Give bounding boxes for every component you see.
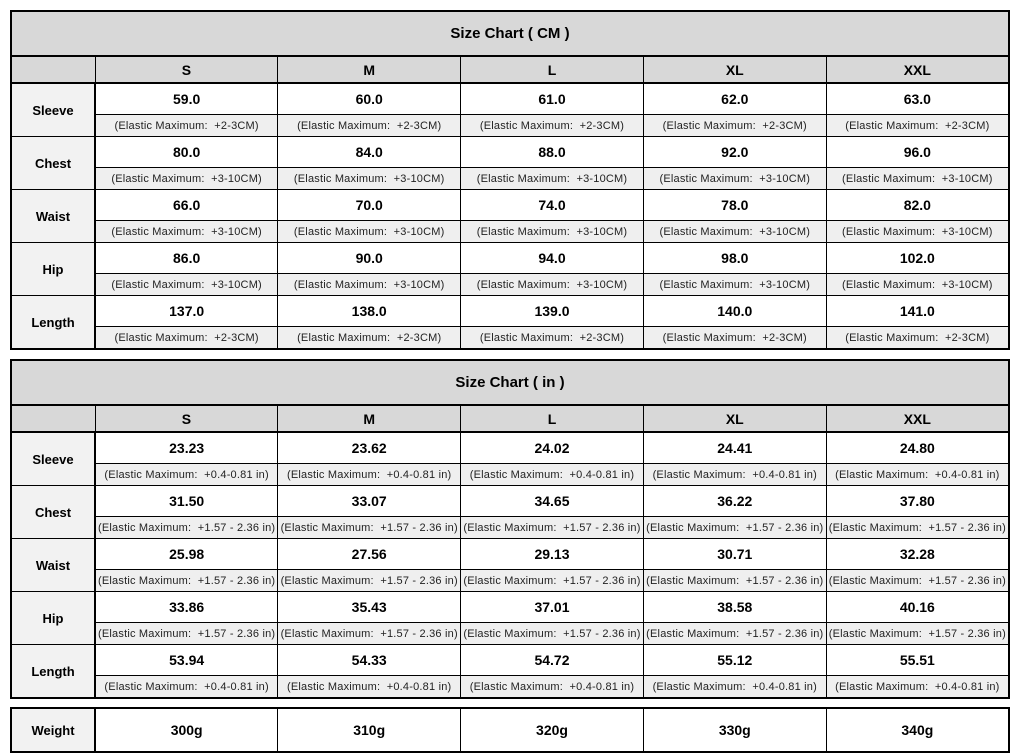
size-value-cell: 61.0 xyxy=(461,83,644,115)
weight-value-cell: 320g xyxy=(461,708,644,752)
size-value-cell: 32.28 xyxy=(826,539,1009,570)
table-row-note xyxy=(11,464,1009,486)
table-row-note xyxy=(11,115,1009,137)
elastic-note: (Elastic Maximum: +1.57 - 2.36 in) xyxy=(461,570,644,592)
row-label-chest: Chest xyxy=(11,486,95,539)
size-col-header-xxl: XXL xyxy=(826,56,1009,83)
size-value-cell: 102.0 xyxy=(826,243,1009,274)
elastic-note: (Elastic Maximum: +1.57 - 2.36 in) xyxy=(278,570,461,592)
elastic-note: (Elastic Maximum: +2-3CM) xyxy=(643,115,826,137)
weight-value-cell: 310g xyxy=(278,708,461,752)
weight-value-cell: 330g xyxy=(643,708,826,752)
size-chart-cm-table xyxy=(10,10,1010,350)
table-row xyxy=(11,190,1009,221)
size-value-cell: 63.0 xyxy=(826,83,1009,115)
size-value-cell: 25.98 xyxy=(95,539,278,570)
elastic-note: (Elastic Maximum: +1.57 - 2.36 in) xyxy=(643,517,826,539)
elastic-note: (Elastic Maximum: +2-3CM) xyxy=(278,327,461,350)
size-col-header-xl: XL xyxy=(643,56,826,83)
size-value-cell: 90.0 xyxy=(278,243,461,274)
size-value-cell: 140.0 xyxy=(643,296,826,327)
corner-cell xyxy=(11,56,95,83)
table-title-row xyxy=(11,11,1009,56)
elastic-note: (Elastic Maximum: +1.57 - 2.36 in) xyxy=(95,570,278,592)
elastic-note: (Elastic Maximum: +3-10CM) xyxy=(95,221,278,243)
elastic-note: (Elastic Maximum: +1.57 - 2.36 in) xyxy=(95,623,278,645)
size-chart-in-table xyxy=(10,359,1010,699)
weight-value-cell: 300g xyxy=(95,708,278,752)
elastic-note: (Elastic Maximum: +1.57 - 2.36 in) xyxy=(643,570,826,592)
size-col-header-m: M xyxy=(278,405,461,432)
size-col-header-xxl: XXL xyxy=(826,405,1009,432)
row-label-waist: Waist xyxy=(11,539,95,592)
elastic-note: (Elastic Maximum: +1.57 - 2.36 in) xyxy=(461,517,644,539)
elastic-note: (Elastic Maximum: +3-10CM) xyxy=(826,168,1009,190)
elastic-note: (Elastic Maximum: +0.4-0.81 in) xyxy=(95,464,278,486)
size-value-cell: 35.43 xyxy=(278,592,461,623)
size-header-row xyxy=(11,56,1009,83)
elastic-note: (Elastic Maximum: +1.57 - 2.36 in) xyxy=(461,623,644,645)
elastic-note: (Elastic Maximum: +3-10CM) xyxy=(278,168,461,190)
table-row-note xyxy=(11,676,1009,699)
elastic-note: (Elastic Maximum: +1.57 - 2.36 in) xyxy=(826,517,1009,539)
size-col-header-m: M xyxy=(278,56,461,83)
size-value-cell: 94.0 xyxy=(461,243,644,274)
elastic-note: (Elastic Maximum: +2-3CM) xyxy=(643,327,826,350)
elastic-note: (Elastic Maximum: +0.4-0.81 in) xyxy=(826,464,1009,486)
size-value-cell: 23.62 xyxy=(278,432,461,464)
table-title-row xyxy=(11,360,1009,405)
size-value-cell: 54.33 xyxy=(278,645,461,676)
size-value-cell: 33.07 xyxy=(278,486,461,517)
elastic-note: (Elastic Maximum: +3-10CM) xyxy=(826,274,1009,296)
size-value-cell: 37.01 xyxy=(461,592,644,623)
table-row-note xyxy=(11,327,1009,350)
row-label-waist: Waist xyxy=(11,190,95,243)
size-header-row xyxy=(11,405,1009,432)
size-value-cell: 138.0 xyxy=(278,296,461,327)
table-row xyxy=(11,708,1009,752)
size-value-cell: 86.0 xyxy=(95,243,278,274)
table-row-note xyxy=(11,274,1009,296)
elastic-note: (Elastic Maximum: +1.57 - 2.36 in) xyxy=(826,623,1009,645)
elastic-note: (Elastic Maximum: +1.57 - 2.36 in) xyxy=(278,517,461,539)
row-label-length: Length xyxy=(11,296,95,350)
size-value-cell: 40.16 xyxy=(826,592,1009,623)
weight-table xyxy=(10,707,1010,753)
size-value-cell: 23.23 xyxy=(95,432,278,464)
elastic-note: (Elastic Maximum: +2-3CM) xyxy=(826,327,1009,350)
elastic-note: (Elastic Maximum: +3-10CM) xyxy=(826,221,1009,243)
size-col-header-xl: XL xyxy=(643,405,826,432)
size-value-cell: 66.0 xyxy=(95,190,278,221)
size-value-cell: 55.12 xyxy=(643,645,826,676)
corner-cell xyxy=(11,405,95,432)
size-value-cell: 27.56 xyxy=(278,539,461,570)
size-value-cell: 139.0 xyxy=(461,296,644,327)
elastic-note: (Elastic Maximum: +2-3CM) xyxy=(461,327,644,350)
table-title: Size Chart ( in ) xyxy=(11,360,1009,405)
table-row xyxy=(11,432,1009,464)
size-value-cell: 62.0 xyxy=(643,83,826,115)
elastic-note: (Elastic Maximum: +1.57 - 2.36 in) xyxy=(826,570,1009,592)
elastic-note: (Elastic Maximum: +3-10CM) xyxy=(461,168,644,190)
size-col-header-s: S xyxy=(95,56,278,83)
size-value-cell: 38.58 xyxy=(643,592,826,623)
table-row xyxy=(11,539,1009,570)
row-label-sleeve: Sleeve xyxy=(11,83,95,137)
elastic-note: (Elastic Maximum: +2-3CM) xyxy=(95,115,278,137)
elastic-note: (Elastic Maximum: +2-3CM) xyxy=(278,115,461,137)
table-row-note xyxy=(11,221,1009,243)
size-value-cell: 137.0 xyxy=(95,296,278,327)
size-value-cell: 33.86 xyxy=(95,592,278,623)
elastic-note: (Elastic Maximum: +0.4-0.81 in) xyxy=(826,676,1009,699)
elastic-note: (Elastic Maximum: +3-10CM) xyxy=(461,274,644,296)
row-label-chest: Chest xyxy=(11,137,95,190)
size-value-cell: 55.51 xyxy=(826,645,1009,676)
elastic-note: (Elastic Maximum: +0.4-0.81 in) xyxy=(643,464,826,486)
size-value-cell: 54.72 xyxy=(461,645,644,676)
size-value-cell: 36.22 xyxy=(643,486,826,517)
size-value-cell: 59.0 xyxy=(95,83,278,115)
elastic-note: (Elastic Maximum: +2-3CM) xyxy=(826,115,1009,137)
table-row xyxy=(11,83,1009,115)
table-row-note xyxy=(11,517,1009,539)
size-value-cell: 37.80 xyxy=(826,486,1009,517)
elastic-note: (Elastic Maximum: +0.4-0.81 in) xyxy=(643,676,826,699)
elastic-note: (Elastic Maximum: +2-3CM) xyxy=(95,327,278,350)
elastic-note: (Elastic Maximum: +0.4-0.81 in) xyxy=(278,464,461,486)
elastic-note: (Elastic Maximum: +3-10CM) xyxy=(95,168,278,190)
weight-value-cell: 340g xyxy=(826,708,1009,752)
row-label-length: Length xyxy=(11,645,95,699)
table-row xyxy=(11,243,1009,274)
table-row-note xyxy=(11,570,1009,592)
table-row xyxy=(11,296,1009,327)
elastic-note: (Elastic Maximum: +3-10CM) xyxy=(643,274,826,296)
size-value-cell: 60.0 xyxy=(278,83,461,115)
size-value-cell: 74.0 xyxy=(461,190,644,221)
size-value-cell: 80.0 xyxy=(95,137,278,168)
size-value-cell: 96.0 xyxy=(826,137,1009,168)
elastic-note: (Elastic Maximum: +3-10CM) xyxy=(643,221,826,243)
row-label-sleeve: Sleeve xyxy=(11,432,95,486)
size-value-cell: 24.41 xyxy=(643,432,826,464)
size-value-cell: 34.65 xyxy=(461,486,644,517)
elastic-note: (Elastic Maximum: +1.57 - 2.36 in) xyxy=(95,517,278,539)
size-value-cell: 82.0 xyxy=(826,190,1009,221)
size-chart-page xyxy=(0,10,1020,753)
size-value-cell: 24.80 xyxy=(826,432,1009,464)
elastic-note: (Elastic Maximum: +3-10CM) xyxy=(278,274,461,296)
table-row xyxy=(11,137,1009,168)
elastic-note: (Elastic Maximum: +3-10CM) xyxy=(643,168,826,190)
table-title: Size Chart ( CM ) xyxy=(11,11,1009,56)
table-row-note xyxy=(11,623,1009,645)
size-value-cell: 31.50 xyxy=(95,486,278,517)
elastic-note: (Elastic Maximum: +0.4-0.81 in) xyxy=(95,676,278,699)
table-row xyxy=(11,486,1009,517)
size-value-cell: 24.02 xyxy=(461,432,644,464)
size-value-cell: 53.94 xyxy=(95,645,278,676)
elastic-note: (Elastic Maximum: +0.4-0.81 in) xyxy=(278,676,461,699)
size-col-header-l: L xyxy=(461,56,644,83)
size-value-cell: 78.0 xyxy=(643,190,826,221)
elastic-note: (Elastic Maximum: +0.4-0.81 in) xyxy=(461,676,644,699)
row-label-weight: Weight xyxy=(11,708,95,752)
size-col-header-s: S xyxy=(95,405,278,432)
elastic-note: (Elastic Maximum: +1.57 - 2.36 in) xyxy=(643,623,826,645)
table-row xyxy=(11,645,1009,676)
size-col-header-l: L xyxy=(461,405,644,432)
elastic-note: (Elastic Maximum: +0.4-0.81 in) xyxy=(461,464,644,486)
table-row xyxy=(11,592,1009,623)
elastic-note: (Elastic Maximum: +3-10CM) xyxy=(278,221,461,243)
size-value-cell: 92.0 xyxy=(643,137,826,168)
elastic-note: (Elastic Maximum: +3-10CM) xyxy=(461,221,644,243)
size-value-cell: 30.71 xyxy=(643,539,826,570)
row-label-hip: Hip xyxy=(11,243,95,296)
size-value-cell: 141.0 xyxy=(826,296,1009,327)
size-value-cell: 88.0 xyxy=(461,137,644,168)
elastic-note: (Elastic Maximum: +3-10CM) xyxy=(95,274,278,296)
elastic-note: (Elastic Maximum: +2-3CM) xyxy=(461,115,644,137)
size-value-cell: 98.0 xyxy=(643,243,826,274)
size-value-cell: 70.0 xyxy=(278,190,461,221)
size-value-cell: 29.13 xyxy=(461,539,644,570)
table-row-note xyxy=(11,168,1009,190)
size-value-cell: 84.0 xyxy=(278,137,461,168)
row-label-hip: Hip xyxy=(11,592,95,645)
elastic-note: (Elastic Maximum: +1.57 - 2.36 in) xyxy=(278,623,461,645)
